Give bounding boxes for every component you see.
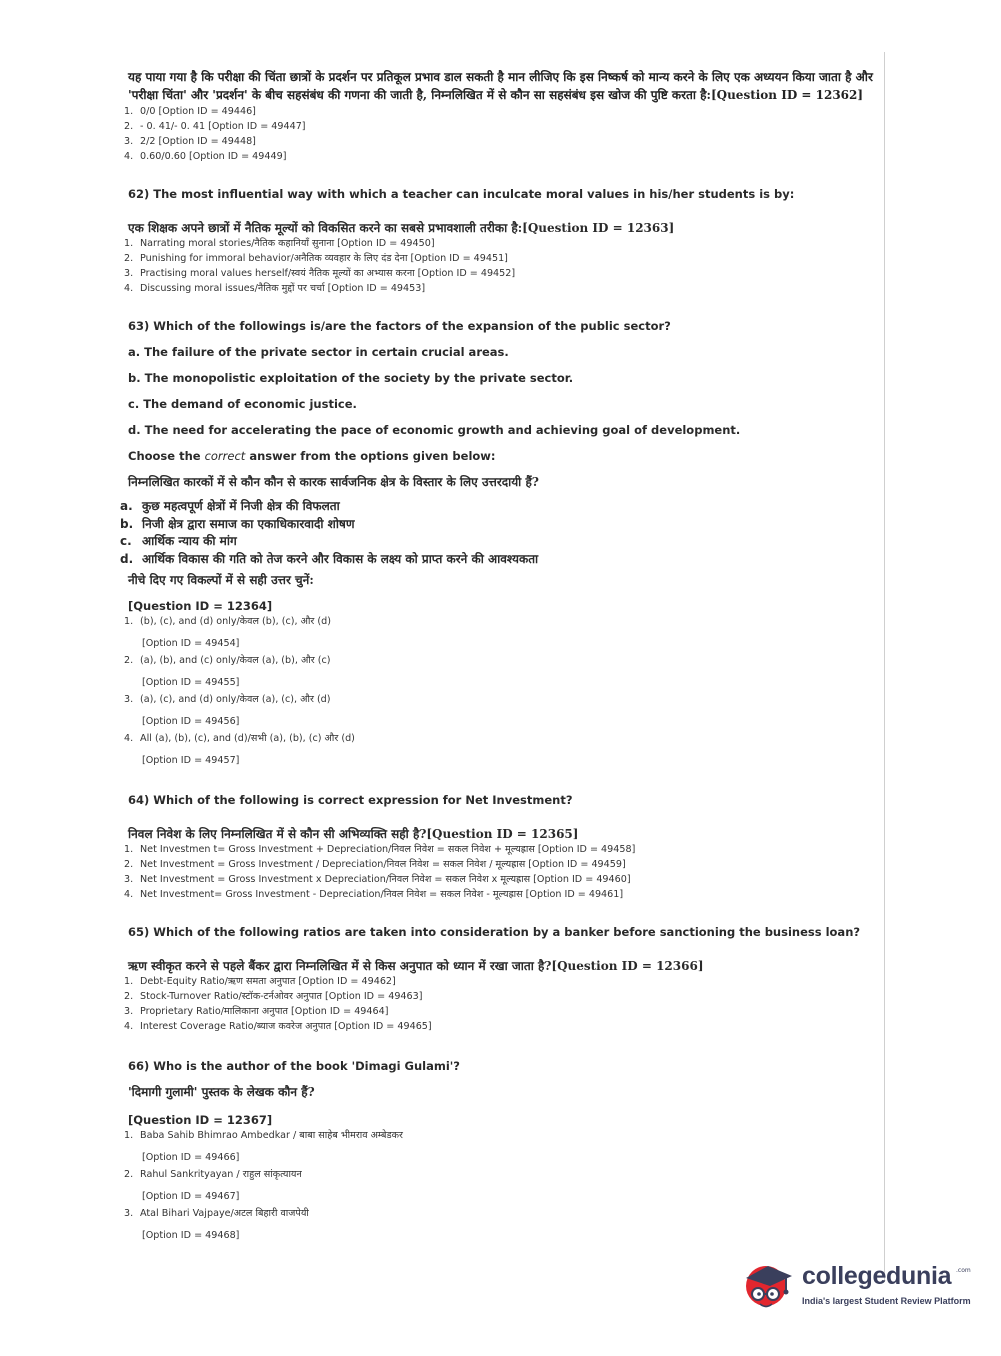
option-item [118, 872, 878, 887]
logo-tagline: India's largest Student Review Platform [802, 1296, 971, 1306]
question-62-heading: 62) The most influential way with which a teacher can inculcate moral values in his/her students is by: [128, 187, 795, 201]
question-61-hindi: यह पाया गया है कि परीक्षा की चिंता छात्रों के प्रदर्शन पर प्रतिकूल प्रभाव डाल सकती है मान लीजिए कि इस निष्कर्ष को मान्य करने के लिए एक अध्ययन किया जाता है और 'परीक्षा चिंता' और 'प्रदर्शन' के बीच सहसंबंध की गणना की जाती है, निम्नलिखित में से कौन सा सहसंबंध इस खोज की पुष्टि करता है:[Question ID = 12362] [128, 70, 873, 102]
hindi-factor-letter: d. [120, 551, 134, 566]
mascot-icon [742, 1256, 800, 1318]
question-66-options [118, 1128, 878, 1243]
option-text: Net Investment= Gross Investment - Depreciation/निवल निवेश = सकल निवेश - मूल्यह्रास [Option ID = 49461] [140, 889, 624, 900]
option-number: 3. [124, 874, 134, 885]
option-item [118, 134, 878, 149]
option-id: [Option ID = 49456] [142, 716, 240, 727]
option-text: Practising moral values herself/स्वयं नैतिक मूल्यों का अभ्यास करना [Option ID = 49452] [140, 268, 516, 279]
option-text: Net Investment = Gross Investment x Depreciation/निवल निवेश = सकल निवेश x मूल्यह्रास [Option ID = 49460] [140, 874, 631, 885]
option-number: 2. [124, 859, 134, 870]
question-63-hindi-choose: नीचे दिए गए विकल्पों में से सही उत्तर चुनें: [128, 573, 314, 587]
option-id: [Option ID = 49457] [142, 755, 240, 766]
option-number: 4. [124, 733, 134, 744]
option-number: 1. [124, 238, 134, 249]
question-63-choose [128, 448, 878, 464]
hindi-factor-text: आर्थिक न्याय की मांग [142, 534, 237, 548]
option-block [118, 1167, 878, 1182]
option-text: Discussing moral issues/नैतिक मुद्दों पर चर्चा [Option ID = 49453] [140, 283, 426, 294]
option-item [118, 842, 878, 857]
option-number: 3. [124, 694, 134, 705]
option-number: 3. [124, 1208, 134, 1219]
option-number: 4. [124, 151, 134, 162]
hindi-factor-text: निजी क्षेत्र द्वारा समाज का एकाधिकारवादी शोषण [142, 516, 355, 531]
option-number: 1. [124, 976, 134, 987]
option-number: 1. [124, 106, 134, 117]
option-block [118, 614, 878, 629]
option-text: Proprietary Ratio/मालिकाना अनुपात [Option ID = 49464] [140, 1006, 389, 1017]
option-text: (b), (c), and (d) only/केवल (b), (c), और (d) [140, 616, 331, 627]
option-item [118, 1019, 878, 1034]
option-item [118, 989, 878, 1004]
option-id: [Option ID = 49467] [142, 1191, 240, 1202]
option-number: 2. [124, 1169, 134, 1180]
option-block [118, 731, 878, 746]
option-item [118, 614, 878, 629]
hindi-factor-item [118, 551, 878, 569]
option-text: 0/0 [Option ID = 49446] [140, 106, 256, 117]
option-id: [Option ID = 49455] [142, 677, 240, 688]
option-number: 4. [124, 889, 134, 900]
option-text: 0.60/0.60 [Option ID = 49449] [140, 151, 287, 162]
option-text: Debt-Equity Ratio/ऋण समता अनुपात [Option ID = 49462] [140, 976, 396, 987]
question-65-options [118, 974, 878, 1034]
page-margin-rule [884, 52, 885, 1282]
option-item [118, 236, 878, 251]
option-block [118, 653, 878, 668]
option-item [118, 974, 878, 989]
option-text: Net Investmen t= Gross Investment + Depreciation/निवल निवेश = सकल निवेश + मूल्यह्रास [Option ID = 49458] [140, 844, 636, 855]
option-number: 4. [124, 1021, 134, 1032]
question-64-hindi: निवल निवेश के लिए निम्नलिखित में से कौन सी अभिव्यक्ति सही है?[Question ID = 12365] [128, 827, 579, 841]
factor-item: a. The failure of the private sector in certain crucial areas. [128, 345, 509, 359]
option-text: All (a), (b), (c), and (d)/सभी (a), (b), (c) और (d) [140, 733, 355, 744]
logo-dotcom: .com [956, 1267, 971, 1274]
option-item [118, 104, 878, 119]
question-62 [118, 186, 878, 296]
option-id: [Option ID = 49454] [142, 638, 240, 649]
option-text: Narrating moral stories/नैतिक कहानियाँ सुनाना [Option ID = 49450] [140, 238, 435, 249]
question-64 [118, 792, 878, 902]
question-63-heading: 63) Which of the followings is/are the factors of the expansion of the public sector? [128, 319, 671, 333]
option-text: Stock-Turnover Ratio/स्टॉक-टर्नओवर अनुपात [Option ID = 49463] [140, 991, 423, 1002]
option-number: 4. [124, 283, 134, 294]
question-66-hindi: 'दिमागी गुलामी' पुस्तक के लेखक कौन हैं? [128, 1085, 315, 1099]
option-item [118, 1128, 878, 1143]
option-id: [Option ID = 49466] [142, 1152, 240, 1163]
option-item [118, 1167, 878, 1182]
question-65-heading: 65) Which of the following ratios are taken into consideration by a banker before sanctioning the business loan? [128, 925, 861, 939]
hindi-factor-letter: b. [120, 516, 134, 531]
option-item [118, 266, 878, 281]
option-number: 1. [124, 616, 134, 627]
question-63-options [118, 614, 878, 768]
question-63-items [118, 344, 878, 438]
option-item [118, 692, 878, 707]
option-number: 3. [124, 268, 134, 279]
option-block [118, 1128, 878, 1143]
question-66-heading: 66) Who is the author of the book 'Dimagi Gulami'? [128, 1059, 460, 1073]
question-63-qid: [Question ID = 12364] [128, 599, 273, 613]
option-item [118, 119, 878, 134]
option-item [118, 1004, 878, 1019]
hindi-factor-letter: a. [120, 499, 133, 513]
hindi-factor-text: आर्थिक विकास की गति को तेज करने और विकास के लक्ष्य को प्राप्त करने की आवश्यकता [142, 551, 539, 566]
option-item [118, 731, 878, 746]
option-block [118, 692, 878, 707]
question-61 [118, 68, 878, 164]
option-text: Atal Bihari Vajpaye/अटल बिहारी वाजपेयी [140, 1208, 309, 1219]
factor-item: b. The monopolistic exploitation of the society by the private sector. [128, 371, 574, 385]
option-number: 2. [124, 121, 134, 132]
option-text: 2/2 [Option ID = 49448] [140, 136, 256, 147]
question-63-hindi-items [118, 498, 878, 568]
question-64-options [118, 842, 878, 902]
option-number: 2. [124, 655, 134, 666]
question-62-options [118, 236, 878, 296]
hindi-factor-text: कुछ महत्वपूर्ण क्षेत्रों में निजी क्षेत्र की विफलता [142, 499, 340, 513]
hindi-factor-letter: c. [120, 534, 132, 548]
choose-pre: Choose the [128, 449, 205, 463]
option-text: (a), (c), and (d) only/केवल (a), (c), और (d) [140, 694, 331, 705]
option-block [118, 1206, 878, 1221]
option-number: 3. [124, 1006, 134, 1017]
option-number: 2. [124, 253, 134, 264]
option-number: 2. [124, 991, 134, 1002]
collegedunia-logo[interactable] [742, 1256, 972, 1318]
option-item [118, 887, 878, 902]
option-item [118, 857, 878, 872]
hindi-factor-item [118, 498, 878, 516]
question-66-qid: [Question ID = 12367] [128, 1113, 273, 1127]
logo-wordmark: collegedunia [802, 1262, 952, 1290]
option-text: Baba Sahib Bhimrao Ambedkar / बाबा साहेब भीमराव अम्बेडकर [140, 1130, 403, 1141]
choose-post: answer from the options given below: [245, 449, 496, 463]
option-item [118, 281, 878, 296]
option-text: Rahul Sankrityayan / राहुल सांकृत्यायन [140, 1169, 302, 1180]
document-body [118, 68, 878, 1245]
factor-item: c. The demand of economic justice. [128, 397, 357, 411]
option-item [118, 251, 878, 266]
question-63 [118, 318, 878, 768]
hindi-factor-item [118, 516, 878, 534]
question-65 [118, 924, 878, 1034]
option-item [118, 653, 878, 668]
option-text: (a), (b), and (c) only/केवल (a), (b), और (c) [140, 655, 331, 666]
question-64-heading: 64) Which of the following is correct expression for Net Investment? [128, 793, 573, 807]
option-id: [Option ID = 49468] [142, 1230, 240, 1241]
option-text: - 0. 41/- 0. 41 [Option ID = 49447] [140, 121, 306, 132]
option-item [118, 1206, 878, 1221]
option-number: 1. [124, 844, 134, 855]
option-text: Net Investment = Gross Investment / Depreciation/निवल निवेश = सकल निवेश / मूल्यह्रास [Option ID = 49459] [140, 859, 626, 870]
hindi-factor-item [118, 533, 878, 551]
option-number: 3. [124, 136, 134, 147]
question-61-options [118, 104, 878, 164]
choose-em: correct [204, 449, 246, 463]
question-63-hindi: निम्नलिखित कारकों में से कौन कौन से कारक सार्वजनिक क्षेत्र के विस्तार के लिए उत्तरदायी हैं? [128, 475, 539, 489]
option-number: 1. [124, 1130, 134, 1141]
factor-item: d. The need for accelerating the pace of economic growth and achieving goal of development. [128, 423, 741, 437]
question-62-hindi: एक शिक्षक अपने छात्रों में नैतिक मूल्यों को विकसित करने का सबसे प्रभावशाली तरीका है:[Question ID = 12363] [128, 221, 675, 235]
option-text: Punishing for immoral behavior/अनैतिक व्यवहार के लिए दंड देना [Option ID = 49451] [140, 253, 508, 264]
question-65-hindi: ऋण स्वीकृत करने से पहले बैंकर द्वारा निम्नलिखित में से किस अनुपात को ध्यान में रखा जाता है?[Question ID = 12366] [128, 959, 704, 973]
option-text: Interest Coverage Ratio/ब्याज कवरेज अनुपात [Option ID = 49465] [140, 1021, 432, 1032]
question-66 [118, 1058, 878, 1243]
option-item [118, 149, 878, 164]
